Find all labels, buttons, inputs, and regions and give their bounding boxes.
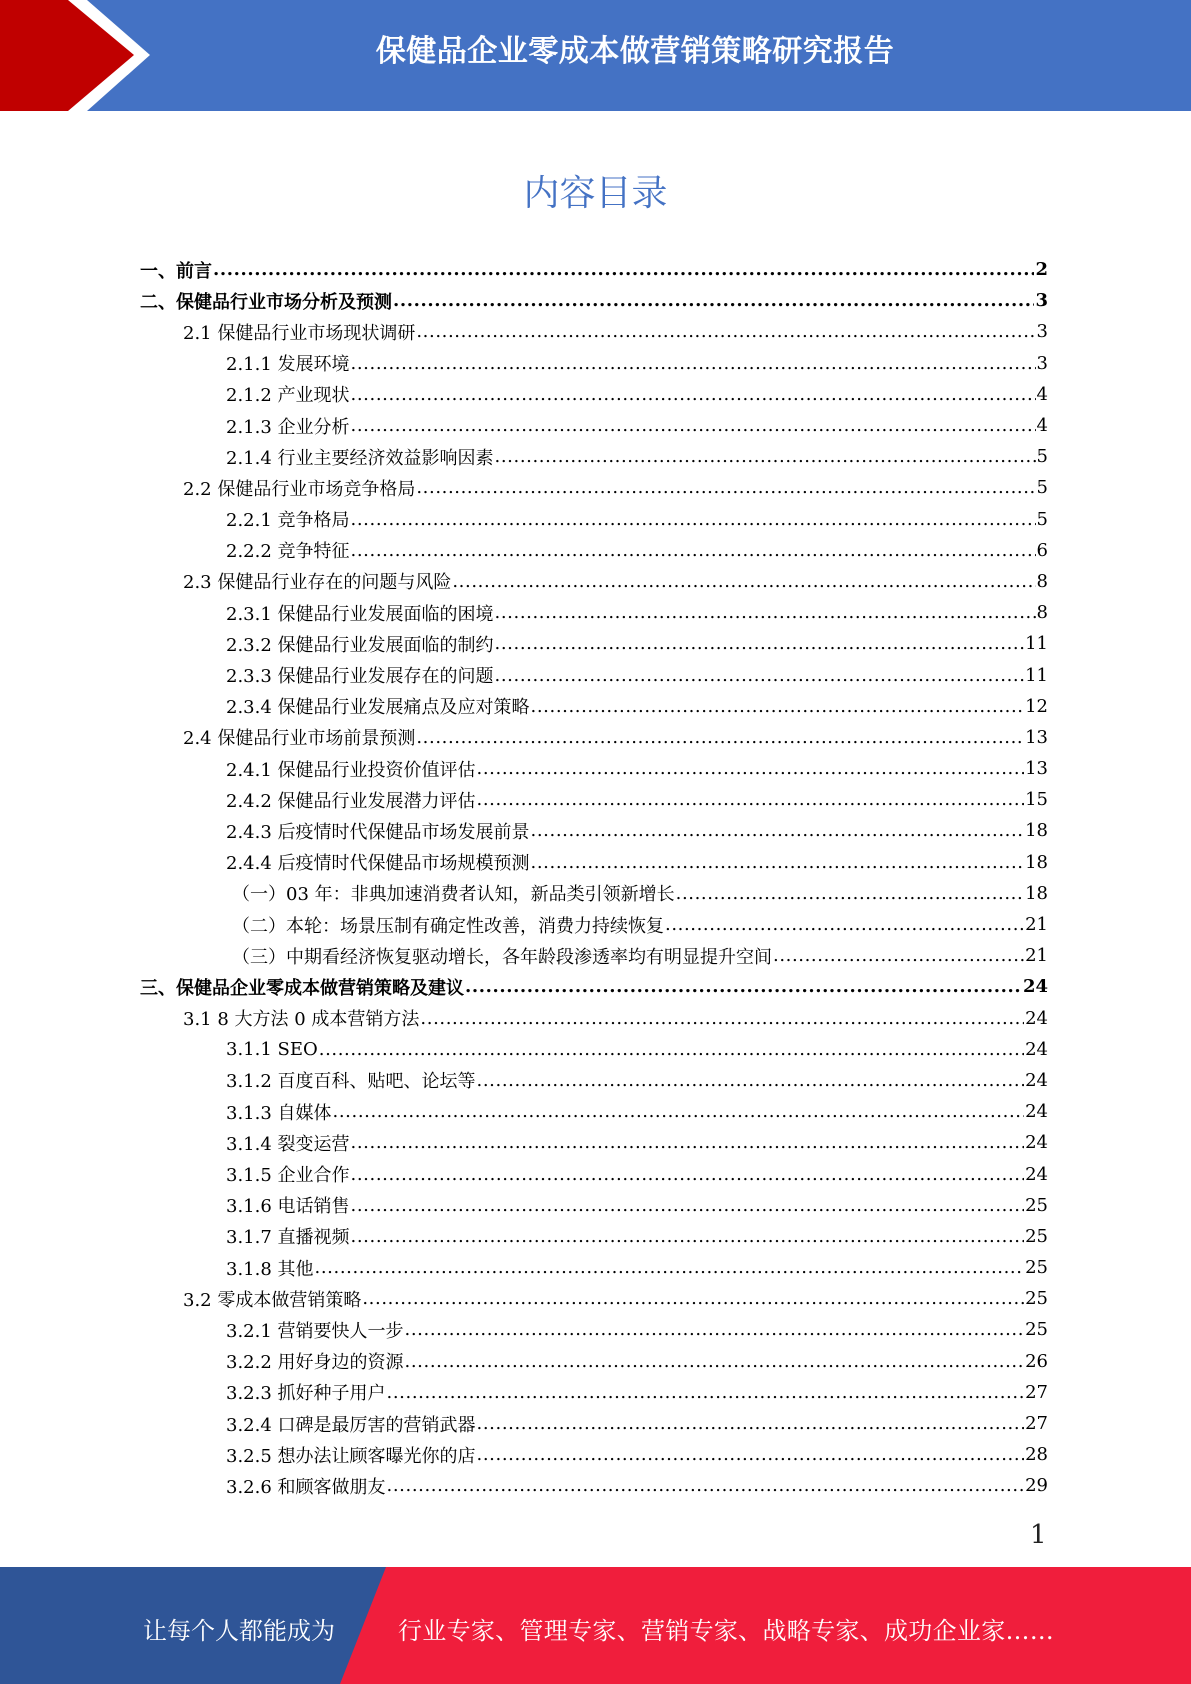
toc-entry-label: （一）03 年：非典加速消费者认知，新品类引领新增长 (232, 884, 675, 906)
toc-entry-page: 2 (1035, 259, 1048, 281)
toc-entry-page: 24 (1022, 976, 1048, 998)
toc-entry-label: 3.2.6 和顾客做朋友 (226, 1476, 386, 1498)
toc-entry-page: 29 (1025, 1475, 1048, 1497)
toc-dot-leader (351, 1164, 1025, 1185)
toc-entry-page: 18 (1025, 882, 1048, 904)
toc-entry-label: 3.1.3 自媒体 (226, 1102, 332, 1124)
toc-entry[interactable] (140, 1252, 1048, 1283)
toc-dot-leader (351, 353, 1036, 374)
toc-entry-label: 3.2.2 用好身边的资源 (226, 1352, 404, 1374)
toc-entry[interactable] (140, 878, 1048, 909)
toc-entry[interactable] (140, 1221, 1048, 1252)
toc-entry[interactable] (140, 659, 1048, 690)
toc-dot-leader (452, 571, 1035, 592)
toc-entry-label: 2.1 保健品行业市场现状调研 (183, 322, 416, 344)
toc-entry-label: 3.1.2 百度百科、贴吧、论坛等 (226, 1071, 476, 1093)
toc-entry[interactable] (140, 472, 1048, 503)
toc-dot-leader (213, 259, 1034, 280)
toc-entry-page: 24 (1025, 1132, 1048, 1154)
toc-entry-page: 11 (1025, 664, 1048, 686)
toc-dot-leader (351, 1132, 1025, 1153)
toc-dot-leader (351, 1195, 1025, 1216)
toc-entry-page: 24 (1025, 1038, 1048, 1060)
toc-entry-page: 28 (1025, 1444, 1048, 1466)
toc-entry-page: 24 (1025, 1069, 1048, 1091)
toc-entry[interactable] (140, 1034, 1048, 1065)
toc-entry-label: 3.2.1 营销要快人一步 (226, 1320, 404, 1342)
toc-dot-leader (477, 1413, 1025, 1434)
toc-entry-label: 3.1.5 企业合作 (226, 1165, 350, 1187)
toc-entry-label: 二、保健品行业市场分析及预测 (140, 291, 392, 313)
toc-entry[interactable] (140, 1470, 1048, 1501)
toc-entry-page: 18 (1025, 820, 1048, 842)
toc-dot-leader (351, 415, 1036, 436)
toc-entry-page: 24 (1025, 1163, 1048, 1185)
footer-slogan-left: 让每个人都能成为 (143, 1617, 335, 1645)
toc-entry-label: 3.1.1 SEO (226, 1038, 318, 1060)
toc-entry-label: 2.4.2 保健品行业发展潜力评估 (226, 790, 476, 812)
toc-entry[interactable] (140, 1283, 1048, 1314)
table-of-contents (140, 254, 1048, 1502)
toc-entry[interactable] (140, 1096, 1048, 1127)
toc-entry[interactable] (140, 379, 1048, 410)
toc-entry-page: 27 (1025, 1413, 1048, 1435)
toc-entry[interactable] (140, 1346, 1048, 1377)
toc-entry-label: 2.3.2 保健品行业发展面临的制约 (226, 634, 494, 656)
toc-entry[interactable] (140, 1065, 1048, 1096)
toc-dot-leader (495, 665, 1025, 686)
header-red-chevron (0, 0, 134, 111)
toc-entry-page: 5 (1036, 508, 1048, 530)
footer-slogan-right: 行业专家、管理专家、营销专家、战略专家、成功企业家…… (398, 1617, 1055, 1645)
toc-entry[interactable] (140, 1127, 1048, 1158)
toc-dot-leader (362, 1288, 1024, 1309)
toc-entry-page: 24 (1025, 1007, 1048, 1029)
toc-entry-page: 25 (1025, 1257, 1048, 1279)
toc-entry-page: 13 (1025, 726, 1048, 748)
toc-entry-label: （二）本轮：场景压制有确定性改善，消费力持续恢复 (232, 915, 664, 937)
toc-entry-label: 2.3 保健品行业存在的问题与风险 (183, 572, 452, 594)
toc-entry-page: 21 (1025, 914, 1048, 936)
toc-entry[interactable] (140, 971, 1048, 1002)
toc-entry[interactable] (140, 348, 1048, 379)
toc-dot-leader (416, 477, 1035, 498)
toc-dot-leader (351, 540, 1036, 561)
toc-dot-leader (387, 1382, 1025, 1403)
toc-entry-page: 6 (1036, 539, 1048, 561)
toc-dot-leader (531, 820, 1025, 841)
toc-entry[interactable] (140, 784, 1048, 815)
toc-entry-page: 15 (1025, 789, 1048, 811)
toc-entry-page: 12 (1025, 695, 1048, 717)
toc-dot-leader (477, 1444, 1025, 1465)
toc-entry[interactable] (140, 1003, 1048, 1034)
toc-entry-label: 2.1.4 行业主要经济效益影响因素 (226, 447, 494, 469)
toc-entry-page: 25 (1025, 1194, 1048, 1216)
toc-dot-leader (477, 1070, 1025, 1091)
toc-entry[interactable] (140, 1314, 1048, 1345)
toc-entry-page: 25 (1025, 1225, 1048, 1247)
toc-dot-leader (405, 1351, 1025, 1372)
toc-dot-leader (477, 789, 1025, 810)
toc-entry-label: 2.4.1 保健品行业投资价值评估 (226, 759, 476, 781)
toc-entry[interactable] (140, 504, 1048, 535)
toc-entry-label: （三）中期看经济恢复驱动增长，各年龄段渗透率均有明显提升空间 (232, 946, 772, 968)
toc-entry[interactable] (140, 753, 1048, 784)
toc-entry[interactable] (140, 316, 1048, 347)
toc-entry-page: 8 (1036, 570, 1048, 592)
toc-entry[interactable] (140, 566, 1048, 597)
toc-entry[interactable] (140, 847, 1048, 878)
toc-dot-leader (315, 1257, 1025, 1278)
toc-entry-page: 5 (1036, 477, 1048, 499)
toc-dot-leader (495, 446, 1036, 467)
toc-dot-leader (393, 290, 1034, 311)
toc-entry-page: 3 (1036, 321, 1048, 343)
toc-entry-page: 11 (1025, 633, 1048, 655)
toc-entry-page: 13 (1025, 758, 1048, 780)
toc-entry-label: 2.1.3 企业分析 (226, 416, 350, 438)
toc-entry-label: 三、保健品企业零成本做营销策略及建议 (140, 977, 464, 999)
toc-entry[interactable] (140, 1190, 1048, 1221)
toc-dot-leader (351, 1226, 1025, 1247)
toc-entry[interactable] (140, 628, 1048, 659)
toc-entry-label: 2.3.3 保健品行业发展存在的问题 (226, 666, 494, 688)
toc-entry-label: 3.1.7 直播视频 (226, 1227, 350, 1249)
toc-entry-label: 2.1.1 发展环境 (226, 354, 350, 376)
toc-entry[interactable] (140, 1158, 1048, 1189)
toc-entry[interactable] (140, 691, 1048, 722)
toc-dot-leader (319, 1039, 1024, 1060)
toc-entry-page: 5 (1036, 446, 1048, 468)
report-header-banner (0, 0, 1191, 111)
toc-entry-label: 3.1.8 其他 (226, 1258, 314, 1280)
toc-heading: 内容目录 (523, 173, 668, 214)
toc-entry-page: 3 (1036, 352, 1048, 374)
toc-entry-label: 3.1 8 大方法 0 成本营销方法 (183, 1009, 420, 1031)
toc-entry[interactable] (140, 597, 1048, 628)
toc-dot-leader (420, 1008, 1024, 1029)
toc-entry-label: 2.4.4 后疫情时代保健品市场规模预测 (226, 853, 530, 875)
toc-entry[interactable] (140, 441, 1048, 472)
toc-entry-page: 18 (1025, 851, 1048, 873)
toc-entry-page: 27 (1025, 1381, 1048, 1403)
toc-dot-leader (333, 1101, 1025, 1122)
toc-entry-label: 3.1.4 裂变运营 (226, 1133, 350, 1155)
toc-entry-label: 2.2.1 竞争格局 (226, 510, 350, 532)
toc-entry-page: 24 (1025, 1101, 1048, 1123)
toc-entry-label: 2.3.1 保健品行业发展面临的困境 (226, 603, 494, 625)
toc-dot-leader (351, 384, 1036, 405)
toc-dot-leader (477, 758, 1025, 779)
toc-entry-page: 25 (1025, 1319, 1048, 1341)
toc-entry-label: 3.1.6 电话销售 (226, 1196, 350, 1218)
page-number: 1 (1030, 1520, 1047, 1550)
toc-entry-label: 一、前言 (140, 260, 212, 282)
toc-entry-label: 2.1.2 产业现状 (226, 385, 350, 407)
toc-entry[interactable] (140, 815, 1048, 846)
toc-entry-page: 3 (1035, 290, 1048, 312)
toc-entry-page: 4 (1036, 383, 1048, 405)
toc-entry[interactable] (140, 254, 1048, 285)
toc-entry[interactable] (140, 1408, 1048, 1439)
toc-dot-leader (416, 727, 1024, 748)
toc-dot-leader (465, 976, 1022, 997)
toc-dot-leader (351, 509, 1036, 530)
toc-dot-leader (773, 945, 1024, 966)
toc-entry[interactable] (140, 535, 1048, 566)
report-title: 保健品企业零成本做营销策略研究报告 (375, 34, 895, 69)
toc-dot-leader (416, 321, 1035, 342)
toc-entry-label: 2.2 保健品行业市场竞争格局 (183, 478, 416, 500)
toc-dot-leader (665, 914, 1024, 935)
toc-entry[interactable] (140, 940, 1048, 971)
toc-entry-label: 2.4.3 后疫情时代保健品市场发展前景 (226, 821, 530, 843)
toc-entry[interactable] (140, 1439, 1048, 1470)
toc-entry[interactable] (140, 909, 1048, 940)
toc-entry-label: 3.2.4 口碑是最厉害的营销武器 (226, 1414, 476, 1436)
toc-dot-leader (531, 696, 1025, 717)
toc-entry-label: 3.2.3 抓好种子用户 (226, 1383, 386, 1405)
toc-entry-page: 26 (1025, 1350, 1048, 1372)
toc-entry-label: 2.2.2 竞争特征 (226, 541, 350, 563)
toc-entry-page: 4 (1036, 415, 1048, 437)
toc-entry-label: 3.2 零成本做营销策略 (183, 1289, 362, 1311)
toc-entry-page: 21 (1025, 945, 1048, 967)
toc-entry[interactable] (140, 1377, 1048, 1408)
toc-dot-leader (676, 883, 1024, 904)
toc-dot-leader (495, 602, 1036, 623)
toc-entry-label: 3.2.5 想办法让顾客曝光你的店 (226, 1445, 476, 1467)
footer-banner (0, 1567, 1191, 1684)
toc-entry-label: 2.4 保健品行业市场前景预测 (183, 728, 416, 750)
toc-entry-page: 25 (1025, 1288, 1048, 1310)
toc-entry-label: 2.3.4 保健品行业发展痛点及应对策略 (226, 697, 530, 719)
toc-entry-page: 8 (1036, 602, 1048, 624)
toc-entry[interactable] (140, 285, 1048, 316)
toc-entry[interactable] (140, 722, 1048, 753)
toc-dot-leader (495, 633, 1025, 654)
toc-dot-leader (531, 852, 1025, 873)
toc-entry[interactable] (140, 410, 1048, 441)
toc-dot-leader (387, 1475, 1025, 1496)
toc-dot-leader (405, 1319, 1025, 1340)
